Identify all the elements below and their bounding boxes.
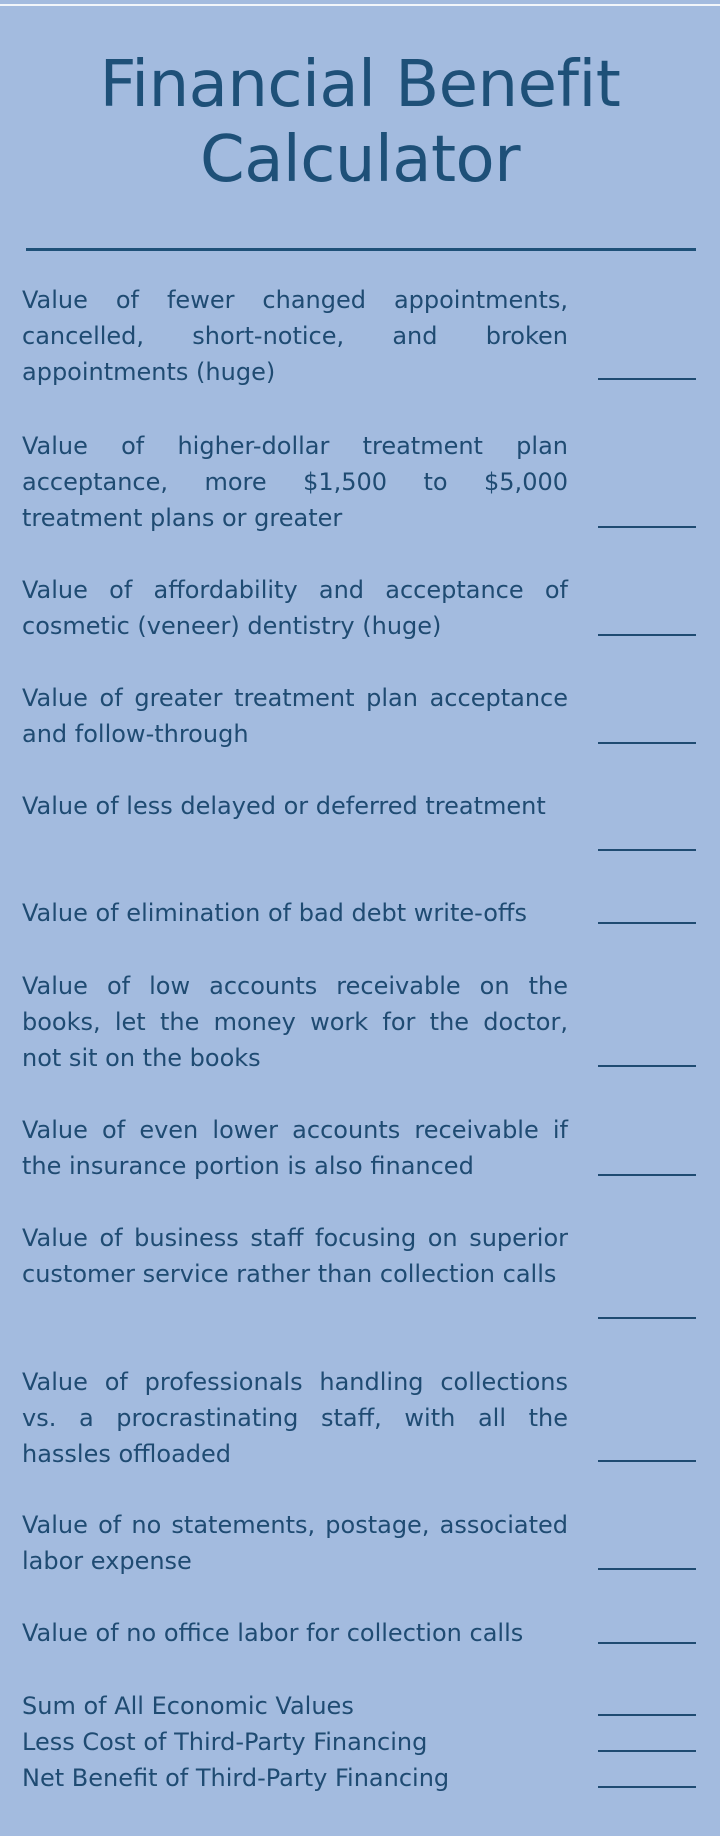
top-border <box>0 4 720 6</box>
blank-line-low-accounts-receivable[interactable] <box>598 1065 696 1067</box>
item-insurance-financed: Value of even lower accounts receivable if the insurance portion is also financed <box>22 1116 568 1180</box>
item-treatment-plan-acceptance: Value of greater treatment plan acceptance and follow-through <box>22 684 568 748</box>
item-no-statements-postage: Value of no statements, postage, associated labor expense <box>22 1511 568 1575</box>
item-no-collection-labor: Value of no office labor for collection calls <box>22 1619 524 1647</box>
total-net-benefit: Net Benefit of Third-Party Financing <box>22 1764 450 1792</box>
item-higher-dollar-treatment: Value of higher-dollar treatment plan acceptance, more $1,500 to $5,000 treatment plans or greater <box>22 432 568 532</box>
title-line-2: Calculator <box>200 122 520 197</box>
title-line-1: Financial Benefit <box>99 48 621 122</box>
blank-line-fewer-changed-appointments[interactable] <box>598 378 696 380</box>
blank-line-bad-debt-elimination[interactable] <box>598 922 696 924</box>
blank-line-no-collection-labor[interactable] <box>598 1642 696 1644</box>
item-fewer-changed-appointments: Value of fewer changed appointments, cancelled, short-notice, and broken appointments (huge) <box>22 286 568 386</box>
blank-line-professional-collections[interactable] <box>598 1460 696 1462</box>
blank-line-insurance-financed[interactable] <box>598 1174 696 1176</box>
item-professional-collections: Value of professionals handling collections vs. a procrastinating staff, with all the hassles offloaded <box>22 1368 568 1468</box>
item-low-accounts-receivable: Value of low accounts receivable on the books, let the money work for the doctor, not sit on the books <box>22 972 568 1072</box>
page-title <box>0 48 720 198</box>
item-cosmetic-dentistry: Value of affordability and acceptance of cosmetic (veneer) dentistry (huge) <box>22 576 568 640</box>
item-bad-debt-elimination: Value of elimination of bad debt write-offs <box>22 899 527 927</box>
blank-line-staff-customer-service[interactable] <box>598 1317 696 1319</box>
blank-line-less-financing-cost[interactable] <box>598 1750 696 1752</box>
blank-line-sum-economic-values[interactable] <box>598 1714 696 1716</box>
blank-line-higher-dollar-treatment[interactable] <box>598 526 696 528</box>
blank-line-no-statements-postage[interactable] <box>598 1568 696 1570</box>
item-staff-customer-service: Value of business staff focusing on superior customer service rather than collection calls <box>22 1224 568 1288</box>
blank-line-less-delayed-treatment[interactable] <box>598 849 696 851</box>
item-less-delayed-treatment: Value of less delayed or deferred treatment <box>22 792 546 820</box>
blank-line-cosmetic-dentistry[interactable] <box>598 634 696 636</box>
blank-line-treatment-plan-acceptance[interactable] <box>598 742 696 744</box>
total-less-financing-cost: Less Cost of Third-Party Financing <box>22 1728 428 1756</box>
total-sum-economic-values: Sum of All Economic Values <box>22 1692 354 1720</box>
title-divider <box>26 248 696 251</box>
blank-line-net-benefit[interactable] <box>598 1786 696 1788</box>
